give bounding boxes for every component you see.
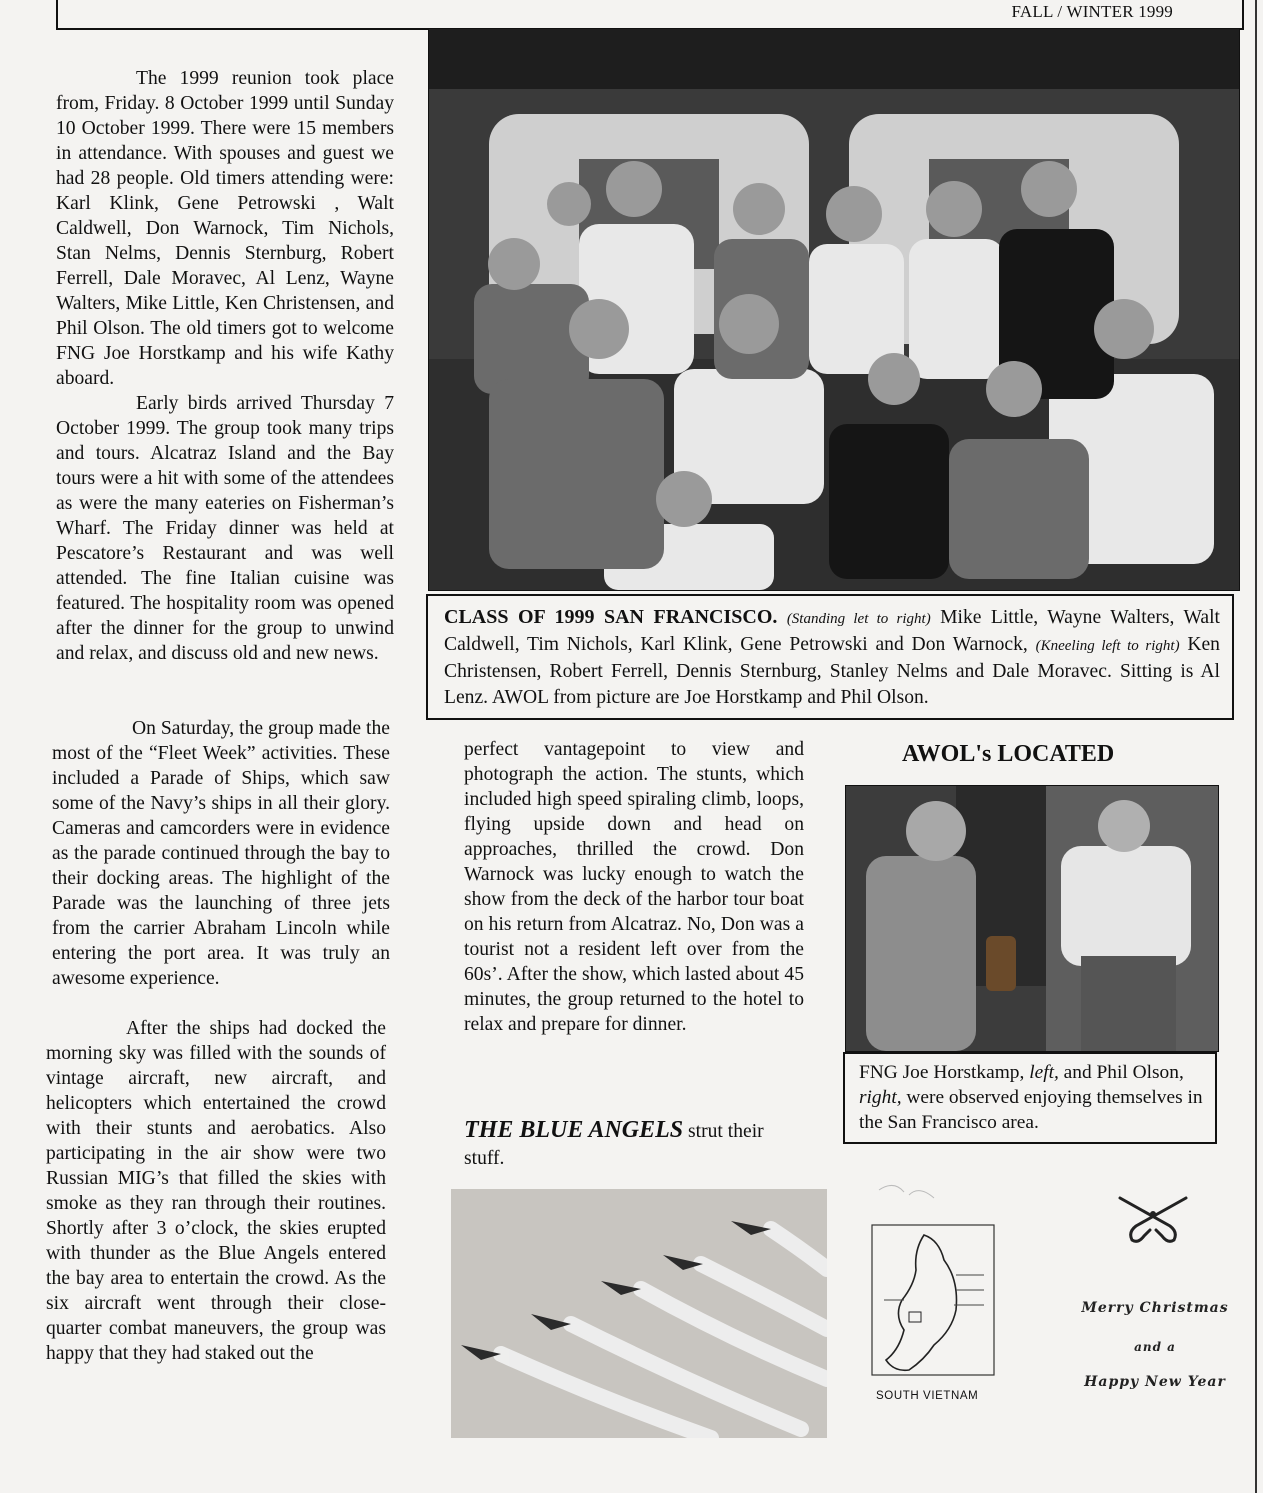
crossed-pistols-icon (1112, 1190, 1194, 1246)
awol-caption-text: FNG Joe Horstkamp, (859, 1062, 1030, 1083)
awol-caption-text: and Phil Olson, (1058, 1062, 1184, 1083)
article-paragraph: Early birds arrived Thursday 7 October 1999. The group took many trips and tours. Alcatraz Island and the Bay tours were a hit with some of the attendees as were the many eateries on Fisherman’s Wharf. The Friday dinner was held at Pescatore’s Restaurant and was well attended. The fine Italian cuisine was featured. The hospitality room was opened after the dinner for the group to unwind and relax, and discuss old and new news. (56, 393, 394, 664)
group-photo-caption (426, 594, 1234, 720)
page-border (1255, 0, 1257, 1493)
left-column-top (56, 66, 394, 666)
awol-caption-left: left, (1029, 1062, 1059, 1083)
issue-date: FALL / WINTER 1999 (1011, 2, 1173, 21)
awol-caption-right: right, (859, 1087, 902, 1108)
greeting-line: Happy New Year (1084, 1374, 1226, 1390)
caption-standing-note: (Standing let to right) (786, 611, 931, 627)
left-column-bottom (46, 1016, 386, 1366)
caption-kneeling-names: Ken Christensen, Robert Ferrell, Dennis Sternburg, Stanley Nelms and Dale Moravec. Sitting is Al Lenz. AWOL from picture are Joe Horstkamp and Phil Olson. (444, 634, 1220, 708)
awol-photo (845, 785, 1219, 1052)
article-paragraph: On Saturday, the group made the most of the “Fleet Week” activities. These included a Parade of Ships, which saw some of the Navy’s ships in all their glory. Cameras and camcorders were in evidence as the parade continued through the bay to their docking areas. The highlight of the Parade was the launching of three jets from the carrier Abraham Lincoln while entering the port area. It was truly an awesome experience. (52, 718, 390, 989)
greeting-line: Merry Christmas (1081, 1300, 1229, 1316)
map-label: SOUTH VIETNAM (876, 1390, 979, 1402)
awol-caption-text: were observed enjoying themselves in the San Francisco area. (859, 1087, 1203, 1133)
caption-title: CLASS OF 1999 SAN FRANCISCO. (444, 606, 778, 628)
article-paragraph: The 1999 reunion took place from, Friday. 8 October 1999 until Sunday 10 October 1999. There were 15 members in attendance. With spouses and guest we had 28 people. Old timers attending were: Karl Klink, Gene Petrowski , Walt Caldwell, Don Warnock, Tim Nichols, Stan Nelms, Dennis Sternburg, Robert Ferrell, Dale Moravec, Al Lenz, Wayne Walters, Mike Little, Ken Christensen, and Phil Olson. The old timers got to welcome FNG Joe Horstkamp and his wife Kathy aboard. (56, 68, 394, 389)
middle-column (464, 737, 804, 1037)
caption-standing-names: Mike Little, Wayne Walters, Walt Caldwell, Tim Nichols, Karl Klink, Gene Petrowski and Don Warnock, (444, 607, 1220, 655)
caption-kneeling-note: (Kneeling left to right) (1035, 638, 1180, 654)
awol-photo-caption (843, 1052, 1217, 1144)
blue-angels-text: strut their stuff. (464, 1121, 764, 1169)
blue-angels-caption (464, 1117, 809, 1172)
awol-heading: AWOL's LOCATED (902, 741, 1115, 767)
group-photo (428, 28, 1240, 591)
south-vietnam-map-icon (864, 1180, 1004, 1410)
article-paragraph: After the ships had docked the morning sky was filled with the sounds of vintage aircraft, new aircraft, and helicopters which entertained the crowd with their stunts and aerobatics. Also participating in the air show were two Russian MIG’s that filled the skies with smoke as they ran through their routines. Shortly after 3 o’clock, the skies erupted with thunder as the Blue Angels entered the bay area to entertain the crowd. As the six aircraft went through their close-quarter combat maneuvers, the group was happy that they had staked out the (46, 1018, 386, 1364)
blue-angels-title: THE BLUE ANGELS (464, 1117, 684, 1143)
left-column-middle (52, 716, 390, 991)
blue-angels-photo (451, 1189, 827, 1438)
article-paragraph: perfect vantagepoint to view and photograph the action. The stunts, which included high speed spiraling climb, loops, flying upside down and head on approaches, thrilled the crowd. Don Warnock was lucky enough to watch the show from the deck of the harbor tour boat on his return from Alcatraz. No, Don was a tourist not a resident left over from the 60s’. After the show, which lasted about 45 minutes, the group returned to the hotel to relax and prepare for dinner. (464, 739, 804, 1035)
greeting-line: and a (1134, 1340, 1176, 1354)
